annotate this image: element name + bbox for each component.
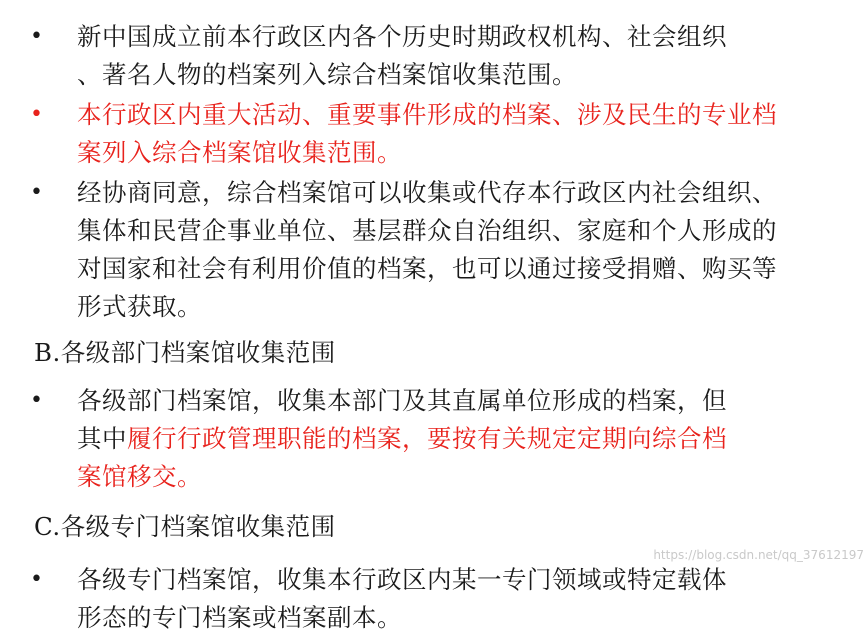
bullet-line: 经协商同意，综合档案馆可以收集或代存本行政区内社会组织、 [77, 178, 777, 207]
bullet-dot: • [30, 388, 43, 413]
bullet-line: 各级部门档案馆，收集本部门及其直属单位形成的档案，但 [77, 386, 727, 415]
bullet-dot: • [30, 567, 43, 592]
bullet-line: 形态的专门档案或档案副本。 [77, 603, 402, 632]
watermark: https://blog.csdn.net/qq_37612197 [653, 548, 864, 562]
bullet-line: 本行政区内重大活动、重要事件形成的档案、涉及民生的专业档 [77, 100, 777, 129]
heading-prefix: B. [34, 338, 61, 367]
heading-text: 各级专门档案馆收集范围 [60, 512, 336, 541]
bullet-dot: • [30, 24, 43, 49]
heading-prefix: C. [34, 512, 61, 541]
bullet-line: 、著名人物的档案列入综合档案馆收集范围。 [77, 60, 577, 89]
heading-text: 各级部门档案馆收集范围 [60, 338, 336, 367]
bullet-line-highlight: 履行行政管理职能的档案，要按有关规定定期向综合档 [127, 424, 727, 453]
bullet-line: 集体和民营企事业单位、基层群众自治组织、家庭和个人形成的 [77, 216, 777, 245]
section-heading-b [34, 334, 336, 372]
bullet-line: 形式获取。 [77, 292, 202, 321]
bullet-line [77, 420, 837, 458]
bullet-line: 各级专门档案馆，收集本行政区内某一专门领域或特定载体 [77, 565, 727, 594]
bullet-line-highlight: 案馆移交。 [77, 462, 202, 491]
bullet-dot: • [30, 180, 43, 205]
section-heading-c [34, 508, 336, 546]
bullet-line-plain: 其中 [77, 424, 127, 453]
bullet-dot: • [30, 102, 43, 127]
bullet-line: 新中国成立前本行政区内各个历史时期政权机构、社会组织 [77, 22, 727, 51]
bullet-line: 案列入综合档案馆收集范围。 [77, 138, 402, 167]
bullet-line: 对国家和社会有利用价值的档案，也可以通过接受捐赠、购买等 [77, 254, 777, 283]
